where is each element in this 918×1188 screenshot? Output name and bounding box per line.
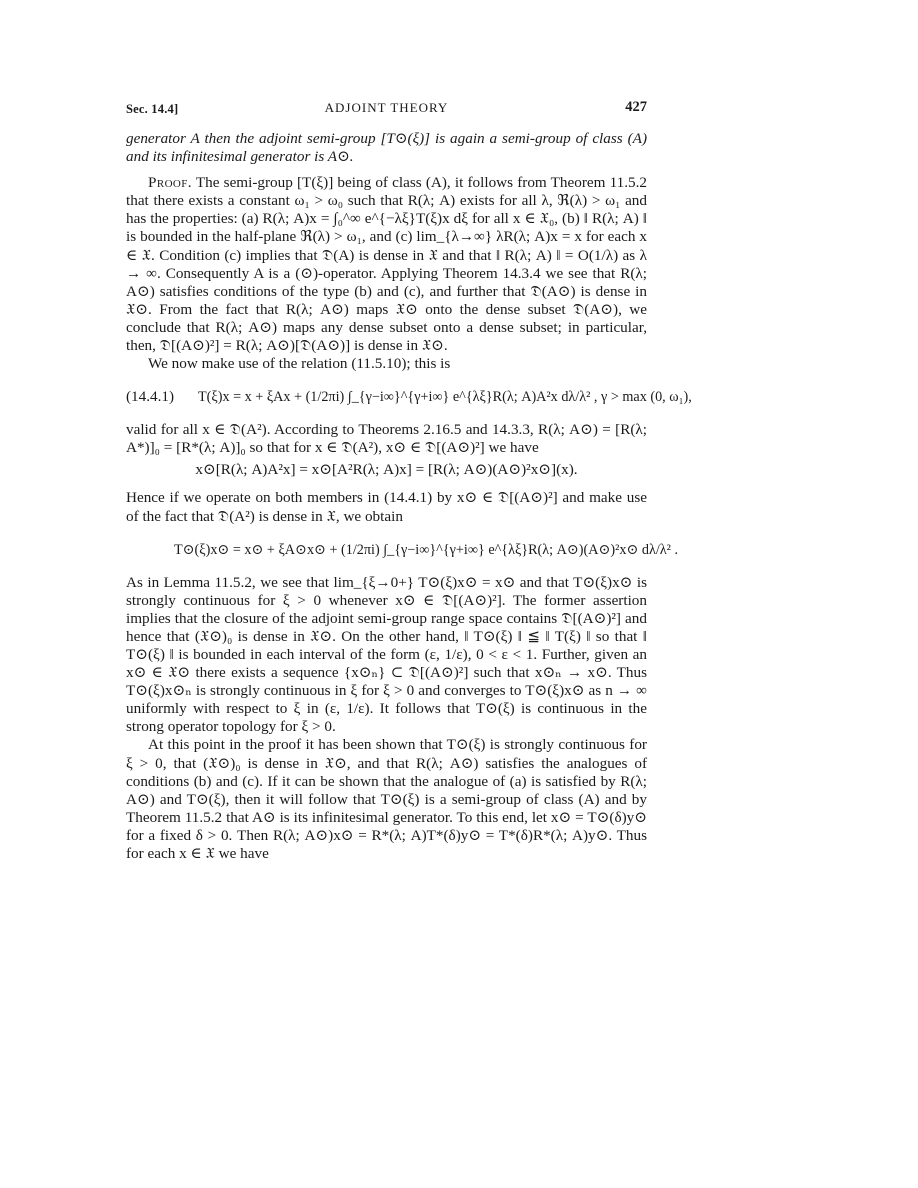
equation-adjoint-identity	[126, 461, 647, 485]
page-number: 427	[625, 99, 647, 115]
paragraph-validity: valid for all x ∈ 𝔇(A²). According to Theorems 2.16.5 and 14.3.3, R(λ; A⊙) = [R(λ; A*)]₀ = [R*(λ; A)]₀ so that for x ∈ 𝔇(A²), x⊙ ∈ 𝔇[(A⊙)²] we have	[126, 421, 647, 457]
page	[126, 96, 692, 863]
equation-body: T(ξ)x = x + ξAx + (1/2πi) ∫_{γ−i∞}^{γ+i∞} e^{λξ}R(λ; A)A²x dλ/λ² , γ > max (0, ω₁),	[198, 389, 692, 406]
paragraph-conclusion: At this point in the proof it has been shown that T⊙(ξ) is strongly continuous for ξ > 0, that (𝔛⊙)₀ is dense in 𝔛⊙, and that R(λ; A⊙) satisfies the analogues of conditions (b) and (c). If it can be shown that the analogue of (a) is satisfied by R(λ; A⊙) and T⊙(ξ), then it will follow that T⊙(ξ) is a semi-group of class (A) and by Theorem 11.5.2 that A⊙ is its infinitesimal generator. To this end, let x⊙ = T⊙(δ)y⊙ for a fixed δ > 0. Then R(λ; A⊙)x⊙ = R*(λ; A)T*(δ)y⊙ = T*(δ)R*(λ; A)y⊙. Thus for each x ∈ 𝔛 we have	[126, 736, 647, 862]
theorem-statement-end: generator A then the adjoint semi-group [T⊙(ξ)] is again a semi-group of class (A) and its infinitesimal generator is A⊙.	[126, 130, 647, 166]
equation-adjoint-semigroup	[126, 530, 679, 570]
running-header	[126, 96, 647, 116]
equation-body: x⊙[R(λ; A)A²x] = x⊙[A²R(λ; A)x] = [R(λ; A⊙)(A⊙)²x⊙](x).	[195, 461, 578, 479]
proof-label: Proof.	[148, 174, 192, 192]
relation-intro: We now make use of the relation (11.5.10); this is	[148, 355, 451, 373]
equation-number: (14.4.1)	[126, 388, 175, 406]
equation-14-4-1	[126, 377, 692, 417]
proof-paragraph	[126, 174, 647, 355]
proof-text: The semi-group [T(ξ)] being of class (A), it follows from Theorem 11.5.2 that there exists a constant ω₁ > ω₀ such that R(λ; A) exists for all λ, ℜ(λ) > ω₁ and has the properties: (a) R(λ; A)x = ∫₀^∞ e^{−λξ}T(ξ)x dξ for all x ∈ 𝔛₀, (b) ‖ R(λ; A) ‖ is bounded in the half-plane ℜ(λ) > ω₁, and (c) lim_{λ→∞} λR(λ; A)x = x for each x ∈ 𝔛. Condition (c) implies that 𝔇(A) is dense in 𝔛 and that ‖ R(λ; A) ‖ = O(1/λ) as λ → ∞. Consequently A is a (⊙)-operator. Applying Theorem 14.3.4 we see that R(λ; A⊙) satisfies conditions of the type (b) and (c), and further that 𝔇(A⊙) is dense in 𝔛⊙. From the fact that R(λ; A⊙) maps 𝔛⊙ onto the dense subset 𝔇(A⊙), we conclude that R(λ; A⊙) maps any dense subset onto a dense subset; in particular, then, 𝔇[(A⊙)²] = R(λ; A⊙)[𝔇(A⊙)] is dense in 𝔛⊙.	[126, 174, 647, 355]
paragraph-lemma: As in Lemma 11.5.2, we see that lim_{ξ→0+} T⊙(ξ)x⊙ = x⊙ and that T⊙(ξ)x⊙ is strongly continuous for ξ > 0 whenever x⊙ ∈ 𝔇[(A⊙)²]. The former assertion implies that the closure of the adjoint semi-group range space contains 𝔇[(A⊙)²] and hence that (𝔛⊙)₀ is dense in 𝔛⊙. On the other hand, ‖ T⊙(ξ) ‖ ≦ ‖ T(ξ) ‖ so that ‖ T⊙(ξ) ‖ is bounded in each interval of the form (ε, 1/ε), 0 < ε < 1. Further, given an x⊙ ∈ 𝔛⊙ there exists a sequence {x⊙ₙ} ⊂ 𝔇[(A⊙)²] such that x⊙ₙ → x⊙. Thus T⊙(ξ)x⊙ₙ is strongly continuous in ξ for ξ > 0 and converges to T⊙(ξ)x⊙ as n → ∞ uniformly with respect to ξ in (ε, 1/ε). It follows that T⊙(ξ) is continuous in the strong operator topology for ξ > 0.	[126, 573, 647, 736]
chapter-title: ADJOINT THEORY	[324, 100, 449, 115]
section-label: Sec. 14.4]	[126, 102, 179, 116]
paragraph-operate: Hence if we operate on both members in (14.4.1) by x⊙ ∈ 𝔇[(A⊙)²] and make use of the fact that 𝔇(A²) is dense in 𝔛, we obtain	[126, 489, 647, 525]
equation-body: T⊙(ξ)x⊙ = x⊙ + ξA⊙x⊙ + (1/2πi) ∫_{γ−i∞}^{γ+i∞} e^{λξ}R(λ; A⊙)(A⊙)²x⊙ dλ/λ² .	[174, 541, 679, 558]
